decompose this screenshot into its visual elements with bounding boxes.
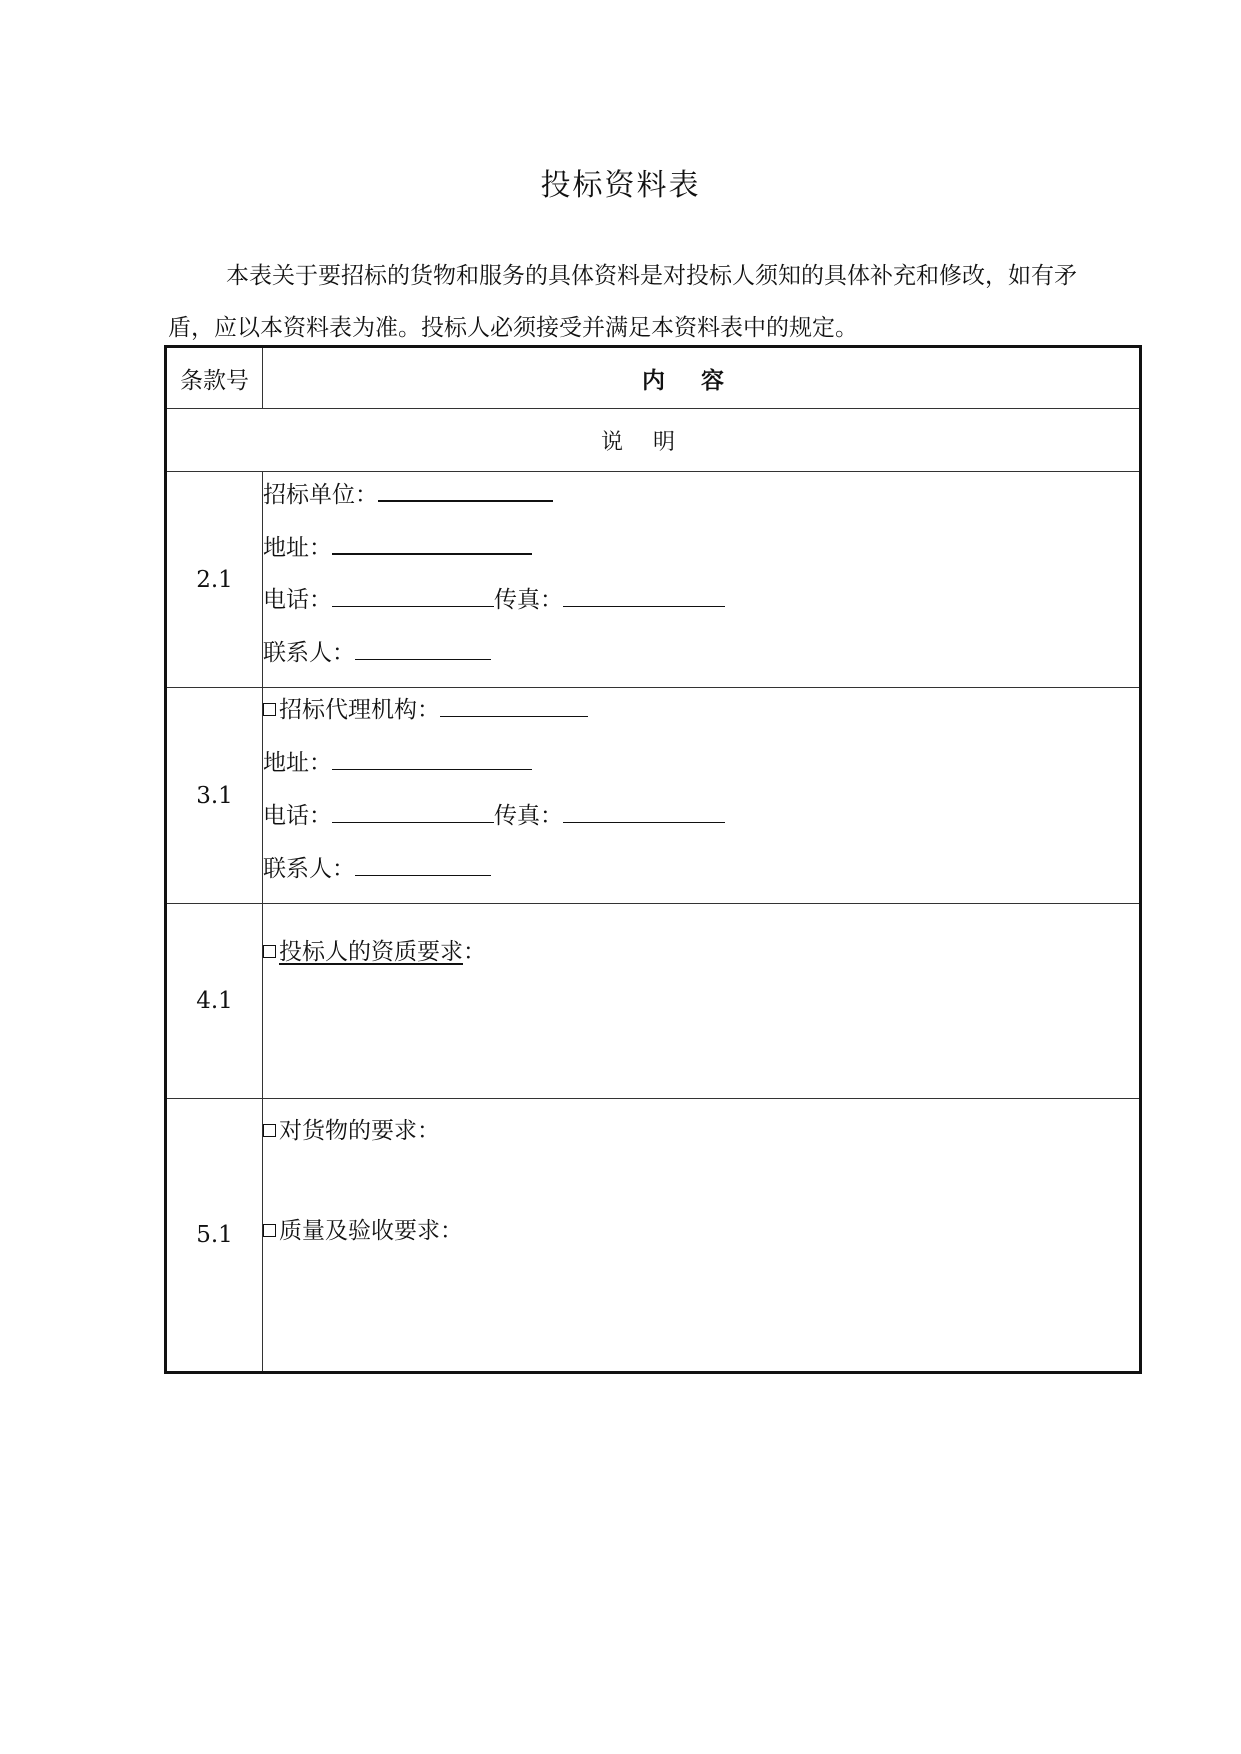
checkbox-icon[interactable] [263, 945, 276, 958]
unit-label: 招标单位： [263, 482, 378, 508]
unit-blank[interactable] [378, 472, 553, 502]
contact-blank[interactable] [355, 847, 491, 876]
clause-number: 3.1 [166, 688, 263, 904]
fax-blank[interactable] [563, 578, 725, 607]
phone-fax-line [263, 578, 1139, 631]
header-clause-no: 条款号 [166, 347, 263, 409]
qualification-line [263, 932, 1139, 985]
agency-label: 招标代理机构： [279, 697, 440, 723]
header-content: 内容 [263, 347, 1141, 409]
phone-blank[interactable] [332, 794, 494, 823]
note-label: 说明 [166, 409, 1141, 472]
phone-label: 电话： [263, 803, 332, 829]
clause-number: 2.1 [166, 472, 263, 688]
goods-label: 对货物的要求： [279, 1118, 440, 1144]
note-row [166, 409, 1141, 472]
clause-number: 4.1 [166, 904, 263, 1099]
address-label: 地址： [263, 535, 332, 561]
agency-line [263, 688, 1139, 741]
table-header-row [166, 347, 1141, 409]
table-row [166, 904, 1141, 1099]
phone-fax-line [263, 794, 1139, 847]
table-row [166, 472, 1141, 688]
clause-number: 5.1 [166, 1099, 263, 1373]
address-line [263, 741, 1139, 794]
table-row [166, 1099, 1141, 1373]
address-blank[interactable] [332, 525, 532, 555]
table-row [166, 688, 1141, 904]
unit-line [263, 472, 1139, 525]
address-blank[interactable] [332, 741, 532, 770]
page-title: 投标资料表 [540, 168, 701, 203]
fax-label: 传真： [494, 803, 563, 829]
checkbox-icon[interactable] [263, 703, 276, 716]
clause-content [263, 688, 1141, 904]
address-label: 地址： [263, 750, 332, 776]
clause-content [263, 472, 1141, 688]
quality-label: 质量及验收要求： [279, 1218, 463, 1244]
address-line [263, 525, 1139, 578]
intro-paragraph: 本表关于要招标的货物和服务的具体资料是对投标人须知的具体补充和修改，如有矛盾，应以本资料表为准。投标人必须接受并满足本资料表中的规定。 [168, 263, 1077, 341]
contact-label: 联系人： [263, 640, 355, 666]
quality-line [263, 1211, 1139, 1264]
contact-blank[interactable] [355, 631, 491, 660]
clause-content [263, 1099, 1141, 1373]
fax-blank[interactable] [563, 794, 725, 823]
agency-blank[interactable] [440, 688, 588, 717]
clause-content [263, 904, 1141, 1099]
phone-label: 电话： [263, 587, 332, 613]
fax-label: 传真： [494, 587, 563, 613]
checkbox-icon[interactable] [263, 1124, 276, 1137]
contact-label: 联系人： [263, 856, 355, 882]
phone-blank[interactable] [332, 578, 494, 607]
qualification-colon: ： [463, 939, 486, 965]
contact-line [263, 847, 1139, 900]
checkbox-icon[interactable] [263, 1224, 276, 1237]
contact-line [263, 631, 1139, 684]
qualification-label: 投标人的资质要求 [279, 939, 463, 965]
tender-data-table [164, 345, 1142, 1374]
goods-line [263, 1111, 1139, 1211]
